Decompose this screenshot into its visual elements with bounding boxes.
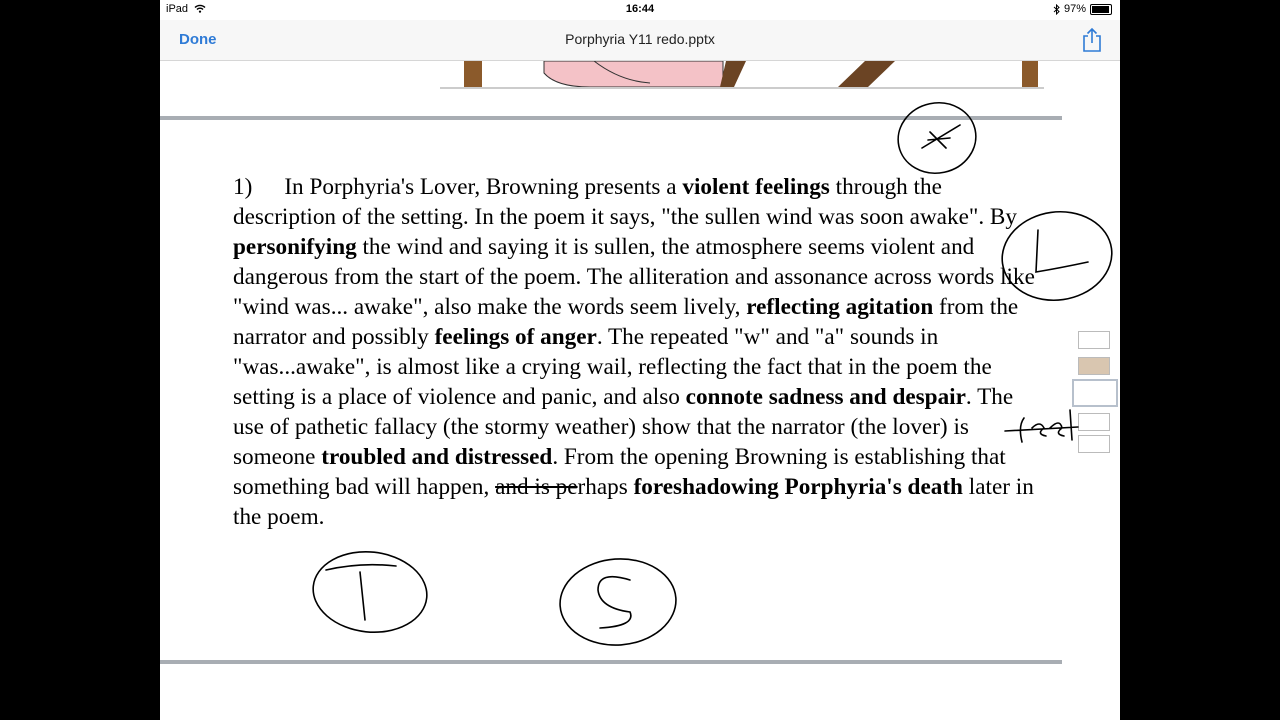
text-run: . From the opening Browning is establishing that something bad will happen, bbox=[233, 444, 1006, 500]
text-run: . The use of pathetic fallacy (the stormy weather) show that the narrator (the lover) is someone bbox=[233, 384, 1014, 470]
bold-phrase: connote sadness and despair bbox=[685, 384, 966, 410]
text-run: the wind and saying it is sullen, the atmosphere seems violent and dangerous from the start of the poem. The alliteration and assonance across words like "wind was... awake", also make the words seem lively, bbox=[233, 234, 1035, 320]
slide-thumbnail[interactable] bbox=[1078, 357, 1110, 375]
slide-illustration bbox=[440, 61, 1044, 89]
status-right bbox=[1053, 3, 1112, 15]
slide-divider-top bbox=[160, 116, 1062, 120]
text-run: . The repeated "w" and "a" sounds in "was...awake", is almost like a crying wail, reflecting the fact that in the poem the setting is a place of violence and panic, and also bbox=[233, 324, 992, 410]
nav-bar bbox=[160, 20, 1120, 61]
slide-body-text bbox=[233, 172, 1048, 532]
slide-thumbnail[interactable] bbox=[1072, 379, 1118, 407]
text-run: In Porphyria's Lover, Browning presents a bbox=[284, 174, 683, 200]
document-title: Porphyria Y11 redo.pptx bbox=[565, 31, 715, 47]
battery-icon bbox=[1090, 4, 1112, 15]
status-bar bbox=[160, 0, 1120, 20]
done-button[interactable]: Done bbox=[179, 31, 217, 48]
slide-thumbnail[interactable] bbox=[1078, 331, 1110, 349]
bold-phrase: foreshadowing Porphyria's death bbox=[633, 474, 963, 500]
slide-thumbnail[interactable] bbox=[1078, 413, 1110, 431]
bluetooth-icon bbox=[1053, 4, 1060, 15]
slide-thumbnail[interactable] bbox=[1078, 435, 1110, 453]
bold-phrase: violent feelings bbox=[682, 174, 830, 200]
battery-percent: 97% bbox=[1063, 3, 1086, 15]
bold-phrase: troubled and distressed bbox=[321, 444, 553, 470]
device-label: iPad bbox=[166, 3, 189, 15]
text-run: through the description of the setting. In the poem it says, "the sullen wind was soon awake". By bbox=[233, 174, 1017, 230]
bold-phrase: feelings of anger bbox=[434, 324, 597, 350]
text-run: rhaps bbox=[577, 474, 634, 500]
bold-phrase: reflecting agitation bbox=[746, 294, 934, 320]
clock: 16:44 bbox=[625, 3, 655, 15]
text-run: later in the poem. bbox=[233, 474, 1034, 530]
slide-divider-bottom bbox=[160, 660, 1062, 664]
ipad-screen bbox=[160, 0, 1120, 720]
text-run: from the narrator and possibly bbox=[233, 294, 1019, 350]
item-number: 1) bbox=[233, 174, 253, 200]
bold-phrase: personifying bbox=[233, 234, 357, 260]
share-icon[interactable] bbox=[1080, 27, 1104, 53]
struck-text: and is pe bbox=[495, 474, 578, 500]
slide-viewer[interactable] bbox=[160, 61, 1120, 720]
